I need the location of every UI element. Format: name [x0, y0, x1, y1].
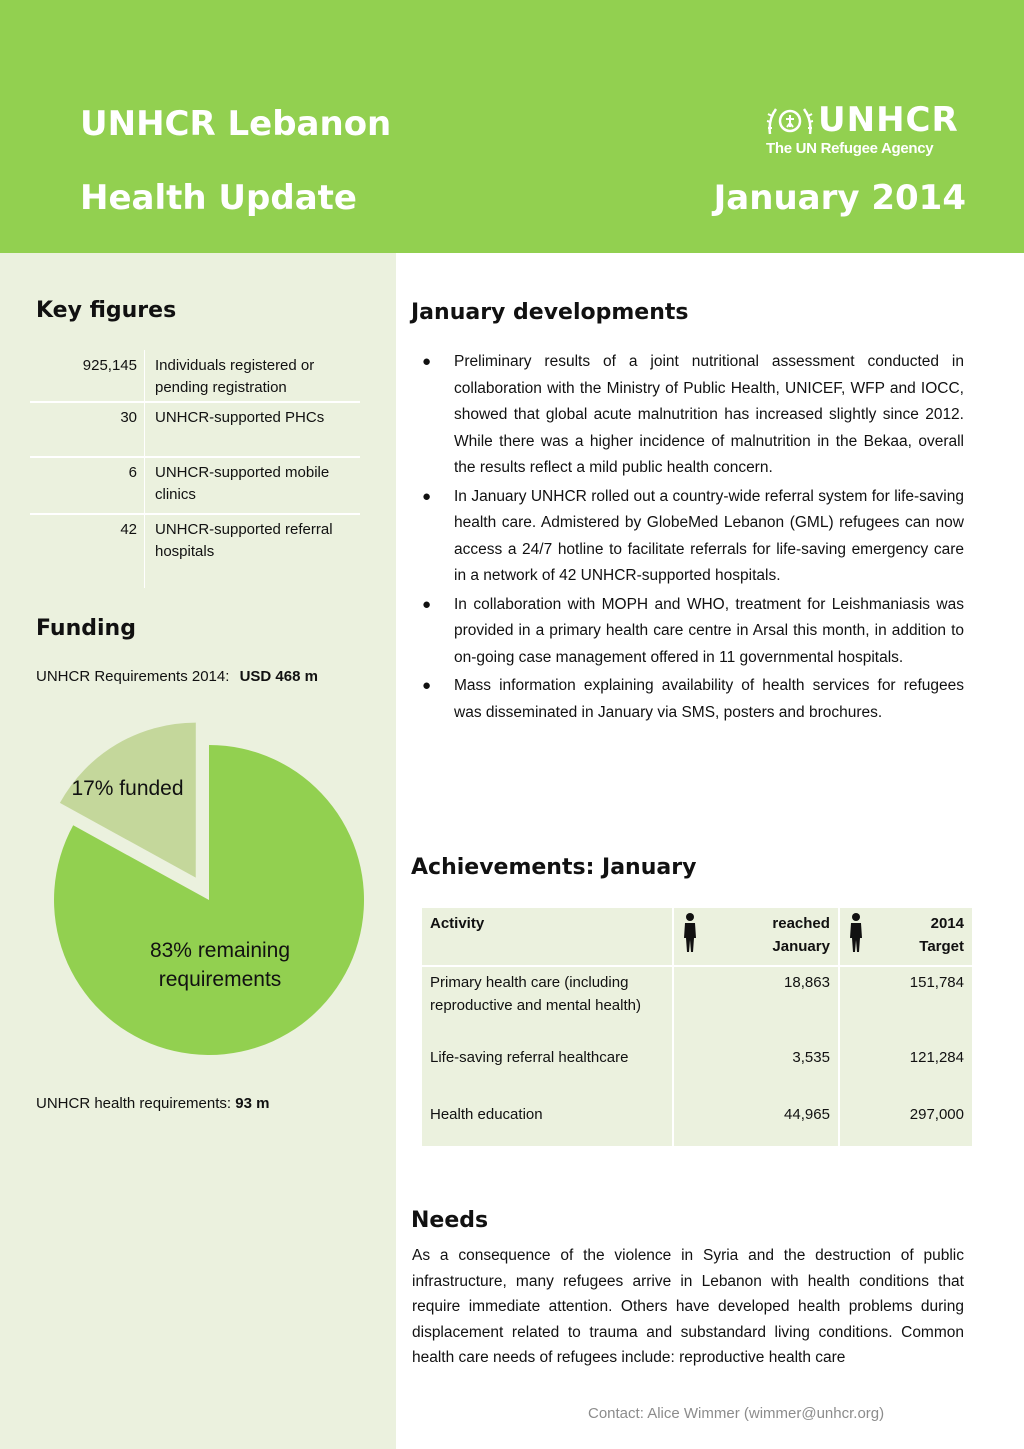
- logo-tagline: The UN Refugee Agency: [766, 140, 934, 157]
- funding-requirements: [36, 668, 318, 685]
- cell-reached: 3,535: [673, 1042, 839, 1099]
- header-title-line2: Health Update: [80, 178, 357, 218]
- cell-activity: Health education: [422, 1099, 673, 1146]
- key-figure-value: 42: [120, 521, 137, 538]
- pie-label-remaining: [120, 936, 320, 994]
- col-activity: Activity: [422, 908, 673, 966]
- col-reached: reached January: [706, 908, 839, 966]
- col-target: 2014 Target: [872, 908, 972, 966]
- developments-list: [412, 349, 964, 728]
- cell-target: 297,000: [909, 1106, 964, 1123]
- achievements-table: [422, 908, 972, 1146]
- header-title-line1: UNHCR Lebanon: [80, 104, 392, 144]
- health-requirements: [36, 1095, 269, 1112]
- pie-label-remaining-line2: requirements: [158, 968, 282, 991]
- row-divider: [30, 401, 360, 403]
- bullet-icon: ●: [422, 487, 432, 505]
- table-row: [422, 1099, 972, 1146]
- achievements-heading: Achievements: January: [411, 855, 697, 880]
- table-row: [422, 966, 972, 1042]
- bullet-icon: ●: [422, 595, 432, 613]
- unhcr-logo: [766, 100, 970, 160]
- list-item: ● In January UNHCR rolled out a country-wide referral system for life-saving health care. Admistered by GlobeMed Lebanon (GML) refugees can now access a 24/7 hotline to facilitate referrals for life-saving emergency care in a network of 42 UNHCR-supported hospitals.: [412, 484, 964, 590]
- header-date: January 2014: [713, 178, 966, 218]
- key-figure-label: Individuals registered or pending registration: [155, 357, 315, 396]
- cell-activity: Primary health care (including reproductive and mental health): [422, 966, 673, 1042]
- key-figure-label: UNHCR-supported mobile clinics: [155, 464, 330, 503]
- developments-heading: January developments: [411, 300, 689, 325]
- funding-pie-chart: [0, 700, 396, 1080]
- requirements-label: UNHCR Requirements 2014:: [36, 668, 230, 685]
- row-divider: [30, 513, 360, 515]
- row-divider: [30, 456, 360, 458]
- cell-reached: 18,863: [673, 966, 839, 1042]
- key-figures-heading: Key figures: [36, 298, 177, 323]
- bullet-icon: ●: [422, 677, 432, 694]
- table-row: [422, 1042, 972, 1099]
- cell-activity: Life-saving referral healthcare: [422, 1042, 673, 1099]
- person-icon: [673, 908, 706, 966]
- pie-label-funded: 17% funded: [71, 777, 184, 800]
- list-item: ● In collaboration with MOPH and WHO, treatment for Leishmaniasis was provided in a primary health care centre in Arsal this month, in addition to on-going case management offered in 11 governmental hospitals.: [412, 592, 964, 672]
- logo-wordmark: UNHCR: [818, 100, 959, 140]
- list-item: ● Mass information explaining availability of health services for refugees was disseminated in January via SMS, posters and brochures.: [412, 673, 964, 726]
- key-figure-value: 30: [120, 409, 137, 426]
- requirements-value: USD 468 m: [239, 668, 318, 685]
- cell-target: 151,784: [909, 974, 964, 991]
- page-header: [0, 0, 1024, 253]
- bullet-icon: ●: [422, 353, 432, 370]
- key-figure-value: 925,145: [82, 357, 137, 374]
- person-icon: [839, 908, 872, 966]
- footer-contact: Contact: Alice Wimmer (wimmer@unhcr.org): [588, 1405, 885, 1422]
- key-figure-value: 6: [128, 464, 137, 481]
- key-figures-divider: [144, 350, 145, 588]
- key-figure-label: UNHCR-supported referral hospitals: [155, 521, 333, 560]
- cell-target: 121,284: [909, 1049, 964, 1066]
- key-figure-label: UNHCR-supported PHCs: [155, 409, 325, 426]
- needs-heading: Needs: [411, 1208, 489, 1233]
- unhcr-emblem-icon: [766, 104, 814, 140]
- list-item: ● Preliminary results of a joint nutritional assessment conducted in collaboration with the Ministry of Public Health, UNICEF, WFP and IOCC, showed that global acute malnutrition has increased slightly since 2012. While there was a higher incidence of malnutrition in the Bekaa, overall the results reflect a mild public health concern.: [412, 349, 964, 482]
- cell-reached: 44,965: [673, 1099, 839, 1146]
- health-requirements-value: 93 m: [235, 1095, 270, 1112]
- funding-heading: Funding: [36, 616, 136, 641]
- pie-label-remaining-line1: 83% remaining: [149, 939, 291, 962]
- needs-text: As a consequence of the violence in Syria and the destruction of public infrastructure, many refugees arrive in Lebanon with health conditions that require immediate attention. Others have developed health problems during displacement related to trauma and substandard living conditions. Common health care needs of refugees include: reproductive health care: [412, 1247, 964, 1367]
- health-requirements-label: UNHCR health requirements:: [36, 1095, 232, 1112]
- table-header-row: [422, 908, 972, 966]
